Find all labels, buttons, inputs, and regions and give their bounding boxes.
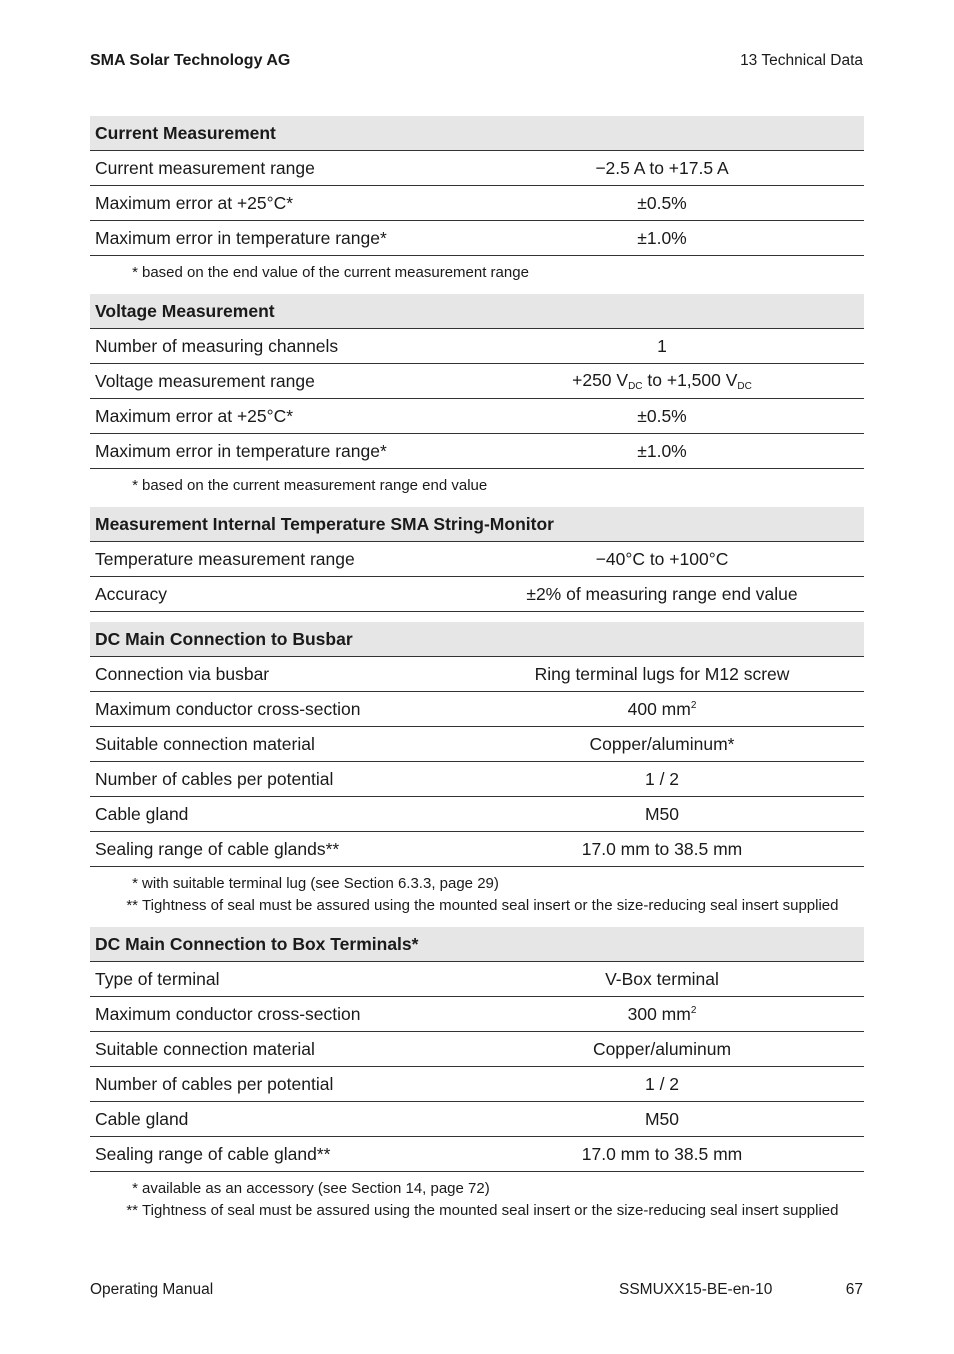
row-label: Maximum error in temperature range*: [95, 440, 387, 461]
footnote-mark: **: [126, 1202, 138, 1219]
current-measurement-section: [90, 116, 864, 294]
row-value: 1: [657, 335, 667, 356]
cross-section-value: 400 mm: [627, 698, 691, 719]
voltage-to: to +1,500 V: [642, 370, 738, 390]
row-value: ±1.0%: [637, 227, 687, 248]
header-chapter: 13 Technical Data: [740, 52, 863, 69]
row-value: −2.5 A to +17.5 A: [595, 157, 729, 178]
table-row: [90, 221, 864, 256]
footnote-text: available as an accessory (see Section 14, page 72): [142, 1180, 490, 1197]
table-row: [90, 832, 864, 867]
row-label: Suitable connection material: [95, 1038, 315, 1059]
row-label: Maximum error in temperature range*: [95, 227, 387, 248]
footnote: [90, 873, 864, 895]
footnotes: [90, 256, 864, 294]
row-value: [460, 699, 864, 720]
technical-data-content: [90, 116, 864, 1232]
footnote: [90, 1178, 864, 1200]
section-title: DC Main Connection to Busbar: [90, 622, 864, 656]
row-value: V-Box terminal: [605, 968, 719, 989]
row-value: 1 / 2: [644, 768, 680, 789]
superscript: 2: [690, 1004, 697, 1016]
row-value: M50: [644, 803, 680, 824]
row-value: ±0.5%: [637, 192, 687, 213]
table-row: [90, 692, 864, 727]
row-value: [460, 1004, 864, 1025]
row-value: 1 / 2: [644, 1073, 680, 1094]
table-row: [90, 328, 864, 364]
row-label: Suitable connection material: [95, 733, 315, 754]
table-row: [90, 399, 864, 434]
footnote-mark: **: [126, 897, 138, 914]
row-label: Number of cables per potential: [95, 1073, 334, 1094]
row-label: Sealing range of cable gland**: [95, 1143, 331, 1164]
voltage-min: +250 V: [572, 370, 629, 390]
row-value: [460, 370, 864, 392]
row-label: Current measurement range: [95, 157, 315, 178]
section-title: Voltage Measurement: [90, 294, 864, 328]
footnote-mark: *: [132, 264, 138, 281]
footnote-text: Tightness of seal must be assured using the mounted seal insert or the size-reducing seal insert supplied: [142, 1202, 839, 1219]
row-label: Maximum conductor cross-section: [95, 1003, 361, 1024]
footnote: [90, 475, 864, 497]
table-row: [90, 364, 864, 399]
row-value: ±2% of measuring range end value: [526, 583, 798, 604]
footer-manual: Operating Manual: [90, 1281, 214, 1298]
row-label: Maximum error at +25°C*: [95, 192, 294, 213]
footnote-text: based on the current measurement range end value: [142, 477, 488, 494]
table-row: [90, 1102, 864, 1137]
row-value: Copper/aluminum: [592, 1038, 732, 1059]
row-value: −40°C to +100°C: [595, 548, 729, 569]
section-title: Current Measurement: [90, 116, 864, 150]
row-label: Cable gland: [95, 1108, 189, 1129]
table-row: [90, 1137, 864, 1172]
page-number: 67: [845, 1281, 863, 1298]
temperature-measurement-section: [90, 507, 864, 622]
footnotes: [90, 469, 864, 507]
row-value: 17.0 mm to 38.5 mm: [581, 1143, 743, 1164]
table-row: [90, 1032, 864, 1067]
superscript: 2: [690, 699, 697, 711]
table-row: [90, 656, 864, 692]
row-label: Connection via busbar: [95, 663, 270, 684]
table-row: [90, 762, 864, 797]
table-row: [90, 541, 864, 577]
dc-subscript: DC: [628, 381, 643, 392]
voltage-measurement-section: [90, 294, 864, 507]
row-label: Voltage measurement range: [95, 370, 315, 391]
table-row: [90, 577, 864, 612]
footnote: [90, 1200, 864, 1222]
row-value: Copper/aluminum*: [589, 733, 735, 754]
row-label: Accuracy: [95, 583, 167, 604]
table-row: [90, 186, 864, 221]
cross-section-value: 300 mm: [627, 1003, 691, 1024]
table-row: [90, 997, 864, 1032]
table-row: [90, 797, 864, 832]
footnote-mark: *: [132, 875, 138, 892]
table-row: [90, 150, 864, 186]
footnote-text: with suitable terminal lug (see Section 6.3.3, page 29): [142, 875, 499, 892]
table-row: [90, 434, 864, 469]
footnotes: [90, 1172, 864, 1232]
footnote-text: based on the end value of the current measurement range: [142, 264, 529, 281]
busbar-connection-section: [90, 622, 864, 927]
row-label: Cable gland: [95, 803, 189, 824]
footnote-mark: *: [132, 477, 138, 494]
footnote-mark: *: [132, 1180, 138, 1197]
row-label: Type of terminal: [95, 968, 220, 989]
table-row: [90, 1067, 864, 1102]
row-label: Maximum error at +25°C*: [95, 405, 294, 426]
row-value: ±0.5%: [637, 405, 687, 426]
footnote: [90, 262, 864, 284]
row-label: Number of measuring channels: [95, 335, 339, 356]
row-label: Maximum conductor cross-section: [95, 698, 361, 719]
row-value: Ring terminal lugs for M12 screw: [534, 663, 790, 684]
row-value: 17.0 mm to 38.5 mm: [581, 838, 743, 859]
footnotes: [90, 867, 864, 927]
table-row: [90, 961, 864, 997]
footnote-text: Tightness of seal must be assured using the mounted seal insert or the size-reducing seal insert supplied: [142, 897, 839, 914]
section-title: DC Main Connection to Box Terminals*: [90, 927, 864, 961]
row-label: Number of cables per potential: [95, 768, 334, 789]
row-label: Temperature measurement range: [95, 548, 355, 569]
header-company: SMA Solar Technology AG: [90, 52, 291, 69]
footer-doc-id: SSMUXX15-BE-en-10: [619, 1281, 773, 1298]
row-label: Sealing range of cable glands**: [95, 838, 340, 859]
row-value: M50: [644, 1108, 680, 1129]
footnote: [90, 895, 864, 917]
row-value: ±1.0%: [637, 440, 687, 461]
dc-subscript: DC: [737, 381, 752, 392]
table-row: [90, 727, 864, 762]
section-title: Measurement Internal Temperature SMA String-Monitor: [90, 507, 864, 541]
box-terminal-section: [90, 927, 864, 1232]
